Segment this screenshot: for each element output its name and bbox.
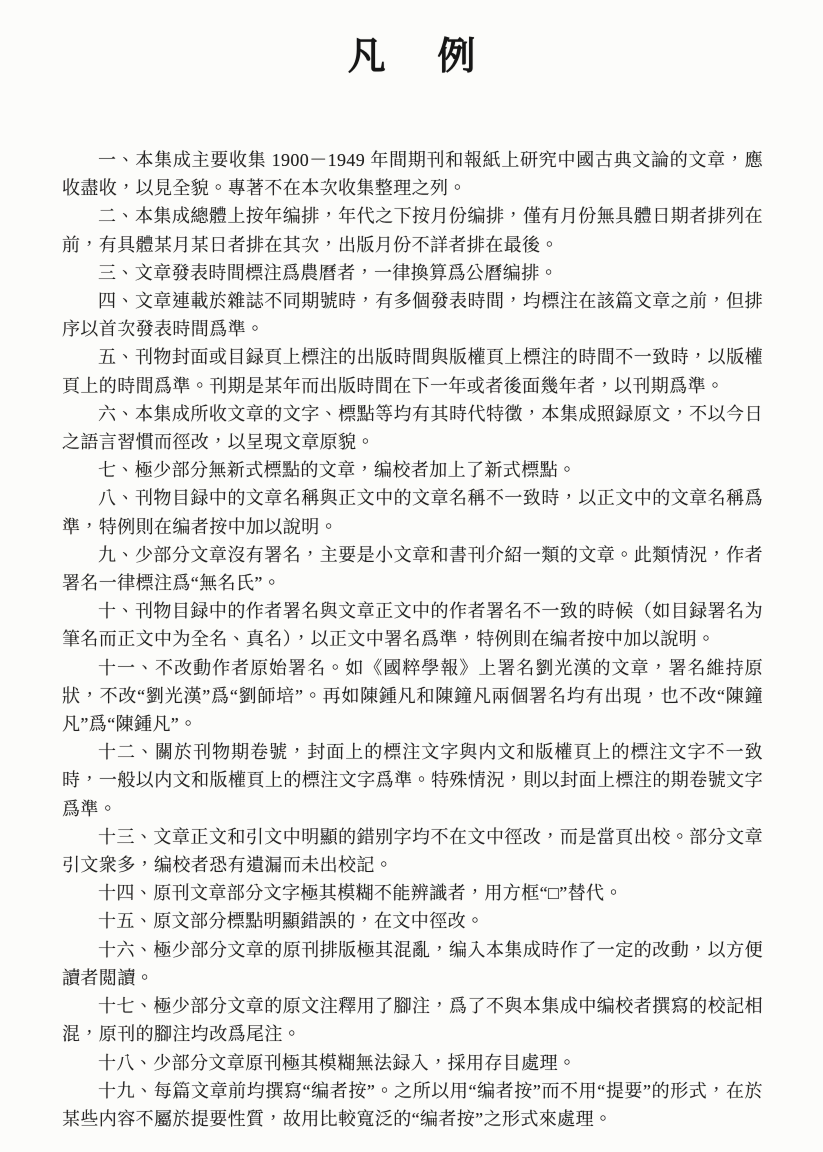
clause-10: 十、刊物目録中的作者署名與文章正文中的作者署名不一致的時候（如目録署名为筆名而正文中为全名、真名），以正文中署名爲準，特例則在编者按中加以說明。 [62,601,763,650]
clause-08: 八、刊物目録中的文章名稱與正文中的文章名稱不一致時，以正文中的文章名稱爲準，特例則在编者按中加以說明。 [62,488,763,537]
clause-02: 二、本集成總體上按年编排，年代之下按月份编排，僅有月份無具體日期者排列在前，有具體某月某日者排在其次，出版月份不詳者排在最後。 [62,206,763,255]
clause-04: 四、文章連載於雜誌不同期號時，有多個發表時間，均標注在該篇文章之前，但排序以首次發表時間爲準。 [62,291,763,340]
clause-14: 十四、原刊文章部分文字極其模糊不能辨識者，用方框“□”替代。 [98,883,623,904]
clause-01: 一、本集成主要收集 1900－1949 年間期刊和報紙上研究中國古典文論的文章，應收盡收，以見全貌。專著不在本次收集整理之列。 [62,150,763,199]
clause-13: 十三、文章正文和引文中明顯的錯别字均不在文中徑改，而是當頁出校。部分文章引文衆多，编校者恐有遺漏而未出校記。 [62,826,763,876]
clause-05: 五、刊物封面或目録頁上標注的出版時間與版權頁上標注的時間不一致時，以版權頁上的時間爲準。刊期是某年而出版時間在下一年或者後面幾年者，以刊期爲準。 [62,347,763,396]
clause-09: 九、少部分文章沒有署名，主要是小文章和書刊介紹一類的文章。此類情況，作者署名一律標注爲“無名氏”。 [62,544,763,594]
clause-16: 十六、極少部分文章的原刊排版極其混亂，编入本集成時作了一定的改動，以方便讀者閲讀。 [62,939,763,988]
clause-12: 十二、關於刊物期卷號，封面上的標注文字與内文和版權頁上的標注文字不一致時，一般以内文和版權頁上的標注文字爲準。特殊情況，則以封面上標注的期卷號文字爲準。 [62,742,763,819]
clause-07: 七、極少部分無新式標點的文章，编校者加上了新式標點。 [98,460,577,481]
clause-06: 六、本集成所收文章的文字、標點等均有其時代特徵，本集成照録原文，不以今日之語言習慣而徑改，以呈現文章原貌。 [62,403,763,453]
clause-18: 十八、少部分文章原刊極其模糊無法録入，採用存目處理。 [98,1052,577,1073]
page-title: 凡 例 [347,36,483,78]
clause-17: 十七、極少部分文章的原文注釋用了腳注，爲了不與本集成中编校者撰寫的校記相混，原刊的腳注均改爲尾注。 [62,996,763,1045]
document-body [62,146,763,1133]
clause-15: 十五、原文部分標點明顯錯誤的，在文中徑改。 [98,911,485,932]
clause-11: 十一、不改動作者原始署名。如《國粹學報》上署名劉光漢的文章，署名維持原狀，不改“劉光漢”爲“劉師培”。再如陳鍾凡和陳鐘凡兩個署名均有出現，也不改“陳鐘凡”爲“陳鍾凡”。 [62,657,763,735]
clause-03: 三、文章發表時間標注爲農曆者，一律換算爲公曆编排。 [98,262,558,283]
clause-19: 十九、每篇文章前均撰寫“编者按”。之所以用“编者按”而不用“提要”的形式，在於某些内容不屬於提要性質，故用比較寬泛的“编者按”之形式來處理。 [62,1080,763,1129]
